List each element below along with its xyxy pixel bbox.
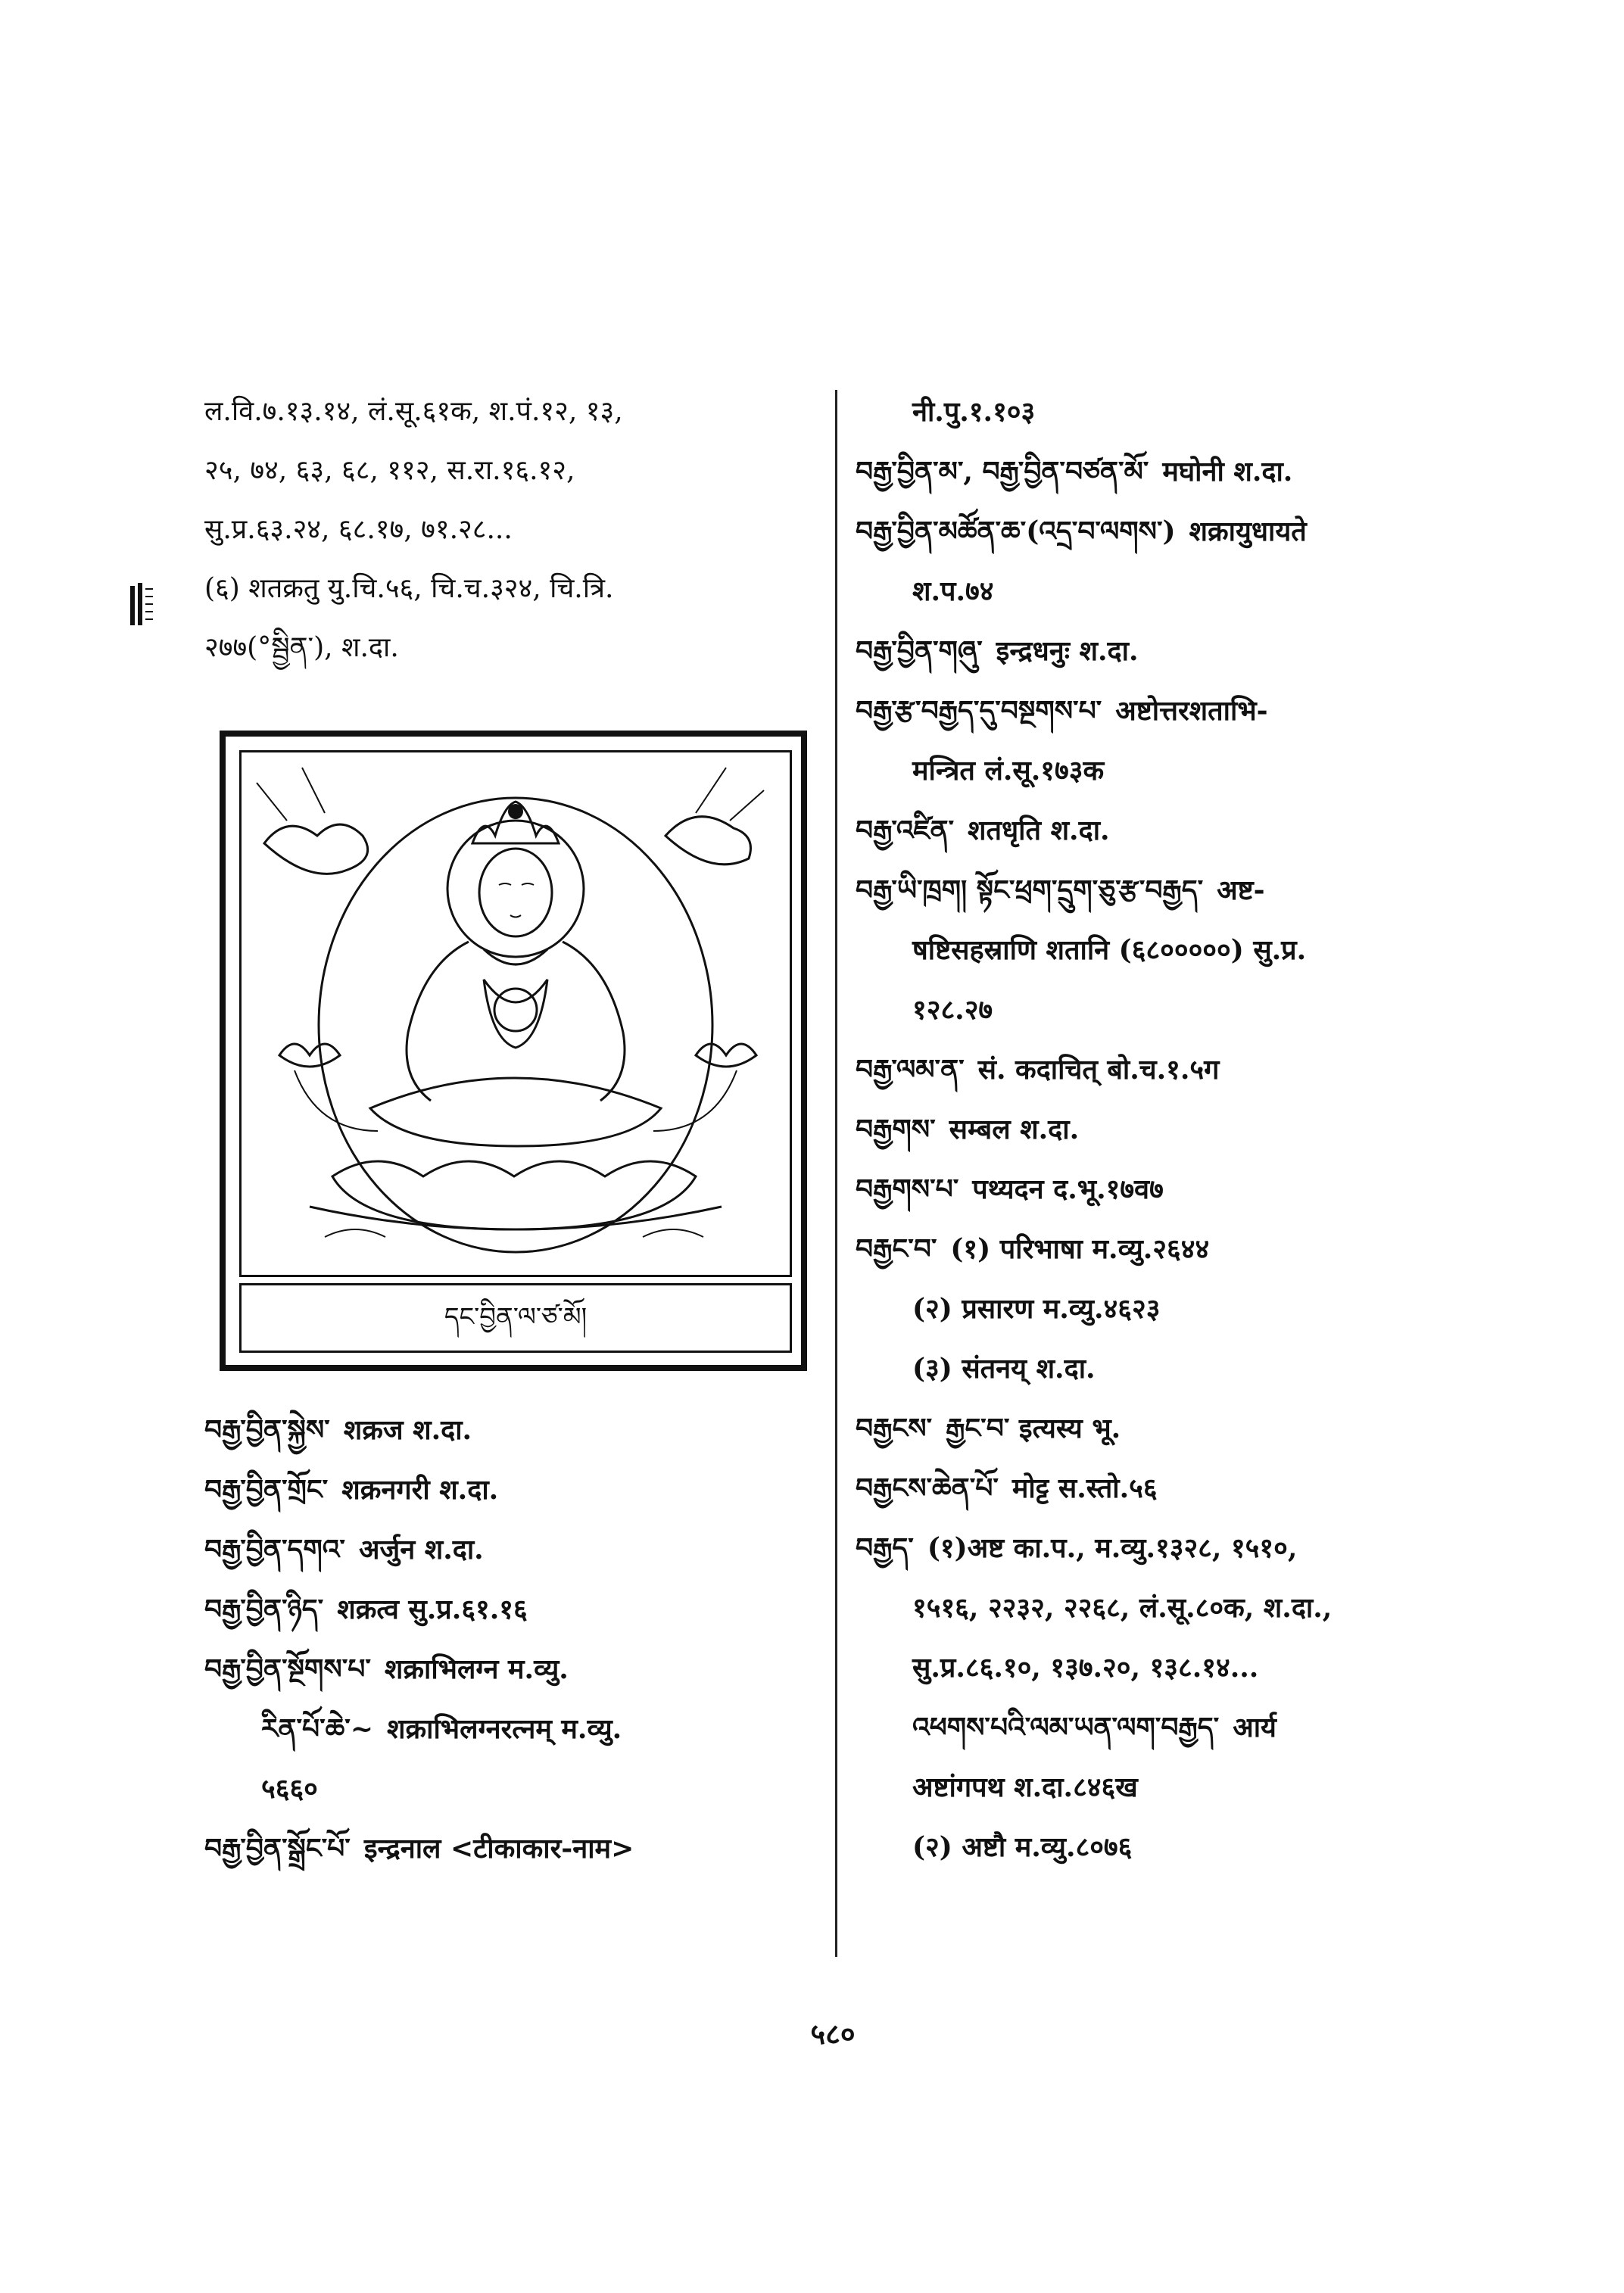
dictionary-entry bbox=[856, 1470, 1507, 1507]
sanskrit-gloss: १५१६, २२३२, २२६८, लं.सू.८०क, श.दा., bbox=[912, 1592, 1333, 1624]
sanskrit-gloss: सं. कदाचित् बो.च.१.५ग bbox=[977, 1054, 1220, 1086]
entry-line: ल.वि.७.१३.१४, लं.सू.६१क, श.पं.१२, १३, bbox=[204, 396, 623, 427]
tibetan-headword: བརྒྱ་ཡི་ཁྲག། སྟོང་ཕྲག་དྲུག་ཅུ་རྩ་བརྒྱད་ bbox=[856, 874, 1204, 906]
sanskrit-gloss: शक्रनगरी श.दा. bbox=[341, 1474, 499, 1506]
illustration-caption-box bbox=[239, 1283, 792, 1353]
entry-line: सु.प्र.६३.२४, ६८.१७, ७१.२८... bbox=[204, 514, 513, 545]
sanskrit-gloss: अर्जुन श.दा. bbox=[358, 1534, 484, 1566]
sanskrit-gloss: मोट्ट स.स्तो.५६ bbox=[1011, 1472, 1158, 1504]
sanskrit-gloss: आर्य bbox=[1233, 1712, 1276, 1743]
tibetan-headword: བརྒྱ་བྱིན་དགའ་ bbox=[204, 1534, 345, 1566]
sanskrit-gloss: इन्द्रधनुः श.दा. bbox=[996, 635, 1139, 667]
tibetan-headword: འཕགས་པའི་ལམ་ཡན་ལག་བརྒྱད་ bbox=[912, 1712, 1220, 1743]
illustration-caption: དང་བྱིན་ལ་ཙ་མོ། bbox=[444, 1302, 588, 1332]
sanskrit-gloss: अष्ट- bbox=[1217, 874, 1265, 906]
dictionary-entry bbox=[856, 932, 1507, 969]
sanskrit-gloss: पथ्यदन द.भू.१७व७ bbox=[972, 1173, 1164, 1205]
tibetan-headword: བརྒྱ་བྱིན་མ་, བརྒྱ་བྱིན་བཙན་མོ་ bbox=[856, 456, 1149, 488]
dictionary-entry bbox=[204, 1651, 833, 1688]
sanskrit-gloss: རྒྱང་བ་ इत्यस्य भू. bbox=[946, 1413, 1121, 1444]
dictionary-entry bbox=[856, 1769, 1507, 1806]
sanskrit-gloss: सम्बल श.दा. bbox=[949, 1114, 1080, 1145]
entry-line: २५, ७४, ६३, ६८, ११२, स.रा.१६.१२, bbox=[204, 455, 575, 486]
sanskrit-gloss: १२८.२७ bbox=[912, 994, 993, 1026]
sanskrit-gloss: शक्रत्व सु.प्र.६१.१६ bbox=[337, 1594, 528, 1625]
tibetan-headword: བརྒྱགས་པ་ bbox=[856, 1173, 959, 1205]
dictionary-entry bbox=[204, 1771, 833, 1808]
dictionary-entry bbox=[856, 1650, 1507, 1687]
dictionary-entry bbox=[856, 1410, 1507, 1447]
dictionary-entry bbox=[856, 1051, 1507, 1089]
margin-mark-icon bbox=[129, 583, 154, 628]
sanskrit-gloss: सु.प्र.८६.१०, १३७.२०, १३८.१४... bbox=[912, 1652, 1259, 1684]
tibetan-headword: བརྒྱ་བྱིན་ཉིད་ bbox=[204, 1594, 324, 1625]
sanskrit-gloss: अष्टांगपथ श.दा.८४६ख bbox=[912, 1771, 1138, 1803]
dictionary-entry bbox=[856, 573, 1507, 610]
dictionary-entry bbox=[856, 1291, 1507, 1328]
sanskrit-gloss: मघोनी श.दा. bbox=[1162, 456, 1293, 488]
column-divider bbox=[835, 390, 837, 1957]
tibetan-headword: བརྒྱ་རྩ་བརྒྱད་དུ་བསྔགས་པ་ bbox=[856, 695, 1102, 727]
sanskrit-gloss: अष्टोत्तरशताभि- bbox=[1115, 695, 1268, 727]
tibetan-headword: བརྒྱ་བྱིན་སྐྱེས་ bbox=[204, 1414, 330, 1446]
left-column-top bbox=[204, 394, 833, 689]
sanskrit-gloss: शक्राभिलग्नरत्नम् म.व्यु. bbox=[387, 1713, 622, 1745]
sanskrit-gloss: ५६६० bbox=[261, 1773, 318, 1805]
dictionary-entry bbox=[204, 1531, 833, 1569]
sanskrit-gloss: (१)अष्ट का.प., म.व्यु.१३२८, १५१०, bbox=[927, 1532, 1298, 1564]
sanskrit-gloss: शतधृति श.दा. bbox=[968, 815, 1110, 846]
deity-illustration bbox=[220, 731, 807, 1371]
tibetan-headword: བརྒྱ་བྱིན་གྲོང་ bbox=[204, 1474, 329, 1506]
tibetan-headword: བརྒྱངས་ཆེན་པོ་ bbox=[856, 1472, 999, 1504]
sanskrit-gloss: इन्द्रनाल <टीकाकार-नाम> bbox=[363, 1833, 634, 1865]
tibetan-headword: བརྒྱངས་ bbox=[856, 1413, 933, 1444]
tibetan-headword: བརྒྱ་བྱིན་སྔོགས་པ་ bbox=[204, 1653, 371, 1685]
dictionary-entry bbox=[204, 1711, 833, 1748]
dictionary-entry bbox=[856, 1590, 1507, 1627]
sanskrit-gloss: (१) परिभाषा म.व्यु.२६४४ bbox=[950, 1233, 1210, 1265]
dictionary-entry bbox=[204, 1591, 833, 1628]
dictionary-entry bbox=[856, 812, 1507, 849]
dictionary-entry bbox=[856, 872, 1507, 909]
dictionary-entry bbox=[856, 752, 1507, 790]
tibetan-headword: བརྒྱ་འཛིན་ bbox=[856, 815, 955, 846]
left-column-entries bbox=[204, 1412, 833, 1890]
page-number: ५८० bbox=[810, 2017, 856, 2051]
dictionary-entry bbox=[204, 1412, 833, 1449]
sanskrit-gloss: (२) प्रसारण म.व्यु.४६२३ bbox=[912, 1293, 1161, 1325]
dictionary-entry bbox=[856, 1709, 1507, 1746]
tibetan-headword: བརྒྱ་བྱིན་མཚོན་ཆ་(འདྲ་བ་ལགས་) bbox=[856, 516, 1176, 547]
sanskrit-gloss: शक्रज श.दा. bbox=[343, 1414, 472, 1446]
sanskrit-gloss: मन्त्रित लं.सू.१७३क bbox=[912, 755, 1105, 787]
tibetan-headword: བརྒྱ་བྱིན་གཞུ་ bbox=[856, 635, 983, 667]
right-column-entries bbox=[856, 394, 1507, 1889]
tibetan-headword: རིན་པོ་ཆེ་~ bbox=[261, 1713, 373, 1745]
sanskrit-gloss: शक्रायुधायते bbox=[1189, 516, 1307, 547]
sanskrit-gloss: षष्टिसहस्राणि शतानि (६८०००००) सु.प्र. bbox=[912, 934, 1307, 966]
tibetan-headword: བརྒྱང་བ་ bbox=[856, 1233, 937, 1265]
dictionary-entry bbox=[856, 1829, 1507, 1866]
dictionary-entry bbox=[856, 1111, 1507, 1148]
sanskrit-gloss: श.प.७४ bbox=[912, 575, 994, 607]
dictionary-entry bbox=[856, 1171, 1507, 1208]
deity-figure-icon bbox=[239, 750, 792, 1277]
dictionary-entry bbox=[204, 1830, 833, 1868]
dictionary-entry bbox=[856, 992, 1507, 1029]
entry-line: २७७(°སྦྱིན་), श.दा. bbox=[204, 632, 399, 663]
dictionary-entry bbox=[856, 1351, 1507, 1388]
dictionary-entry bbox=[856, 1231, 1507, 1268]
dictionary-entry bbox=[856, 394, 1507, 431]
dictionary-entry bbox=[204, 1472, 833, 1509]
tibetan-headword: བརྒྱ་བྱིན་སྒྲོང་པོ་ bbox=[204, 1833, 351, 1865]
sanskrit-gloss: नी.पु.१.१०३ bbox=[912, 396, 1036, 428]
sanskrit-gloss: (३) संतनय् श.दा. bbox=[912, 1353, 1096, 1385]
tibetan-headword: བརྒྱད་ bbox=[856, 1532, 914, 1564]
tibetan-headword: བརྒྱ་ལམ་ན་ bbox=[856, 1054, 965, 1086]
dictionary-entry bbox=[856, 453, 1507, 491]
dictionary-entry bbox=[856, 693, 1507, 730]
tibetan-headword: བརྒྱགས་ bbox=[856, 1114, 936, 1145]
entry-line: (६) शतक्रतु यु.चि.५६, चि.च.३२४, चि.त्रि. bbox=[204, 573, 614, 604]
dictionary-entry bbox=[856, 633, 1507, 670]
sanskrit-gloss: (२) अष्टौ म.व्यु.८०७६ bbox=[912, 1831, 1133, 1863]
dictionary-entry bbox=[856, 513, 1507, 550]
sanskrit-gloss: शक्राभिलग्न म.व्यु. bbox=[384, 1653, 569, 1685]
dictionary-entry bbox=[856, 1530, 1507, 1567]
